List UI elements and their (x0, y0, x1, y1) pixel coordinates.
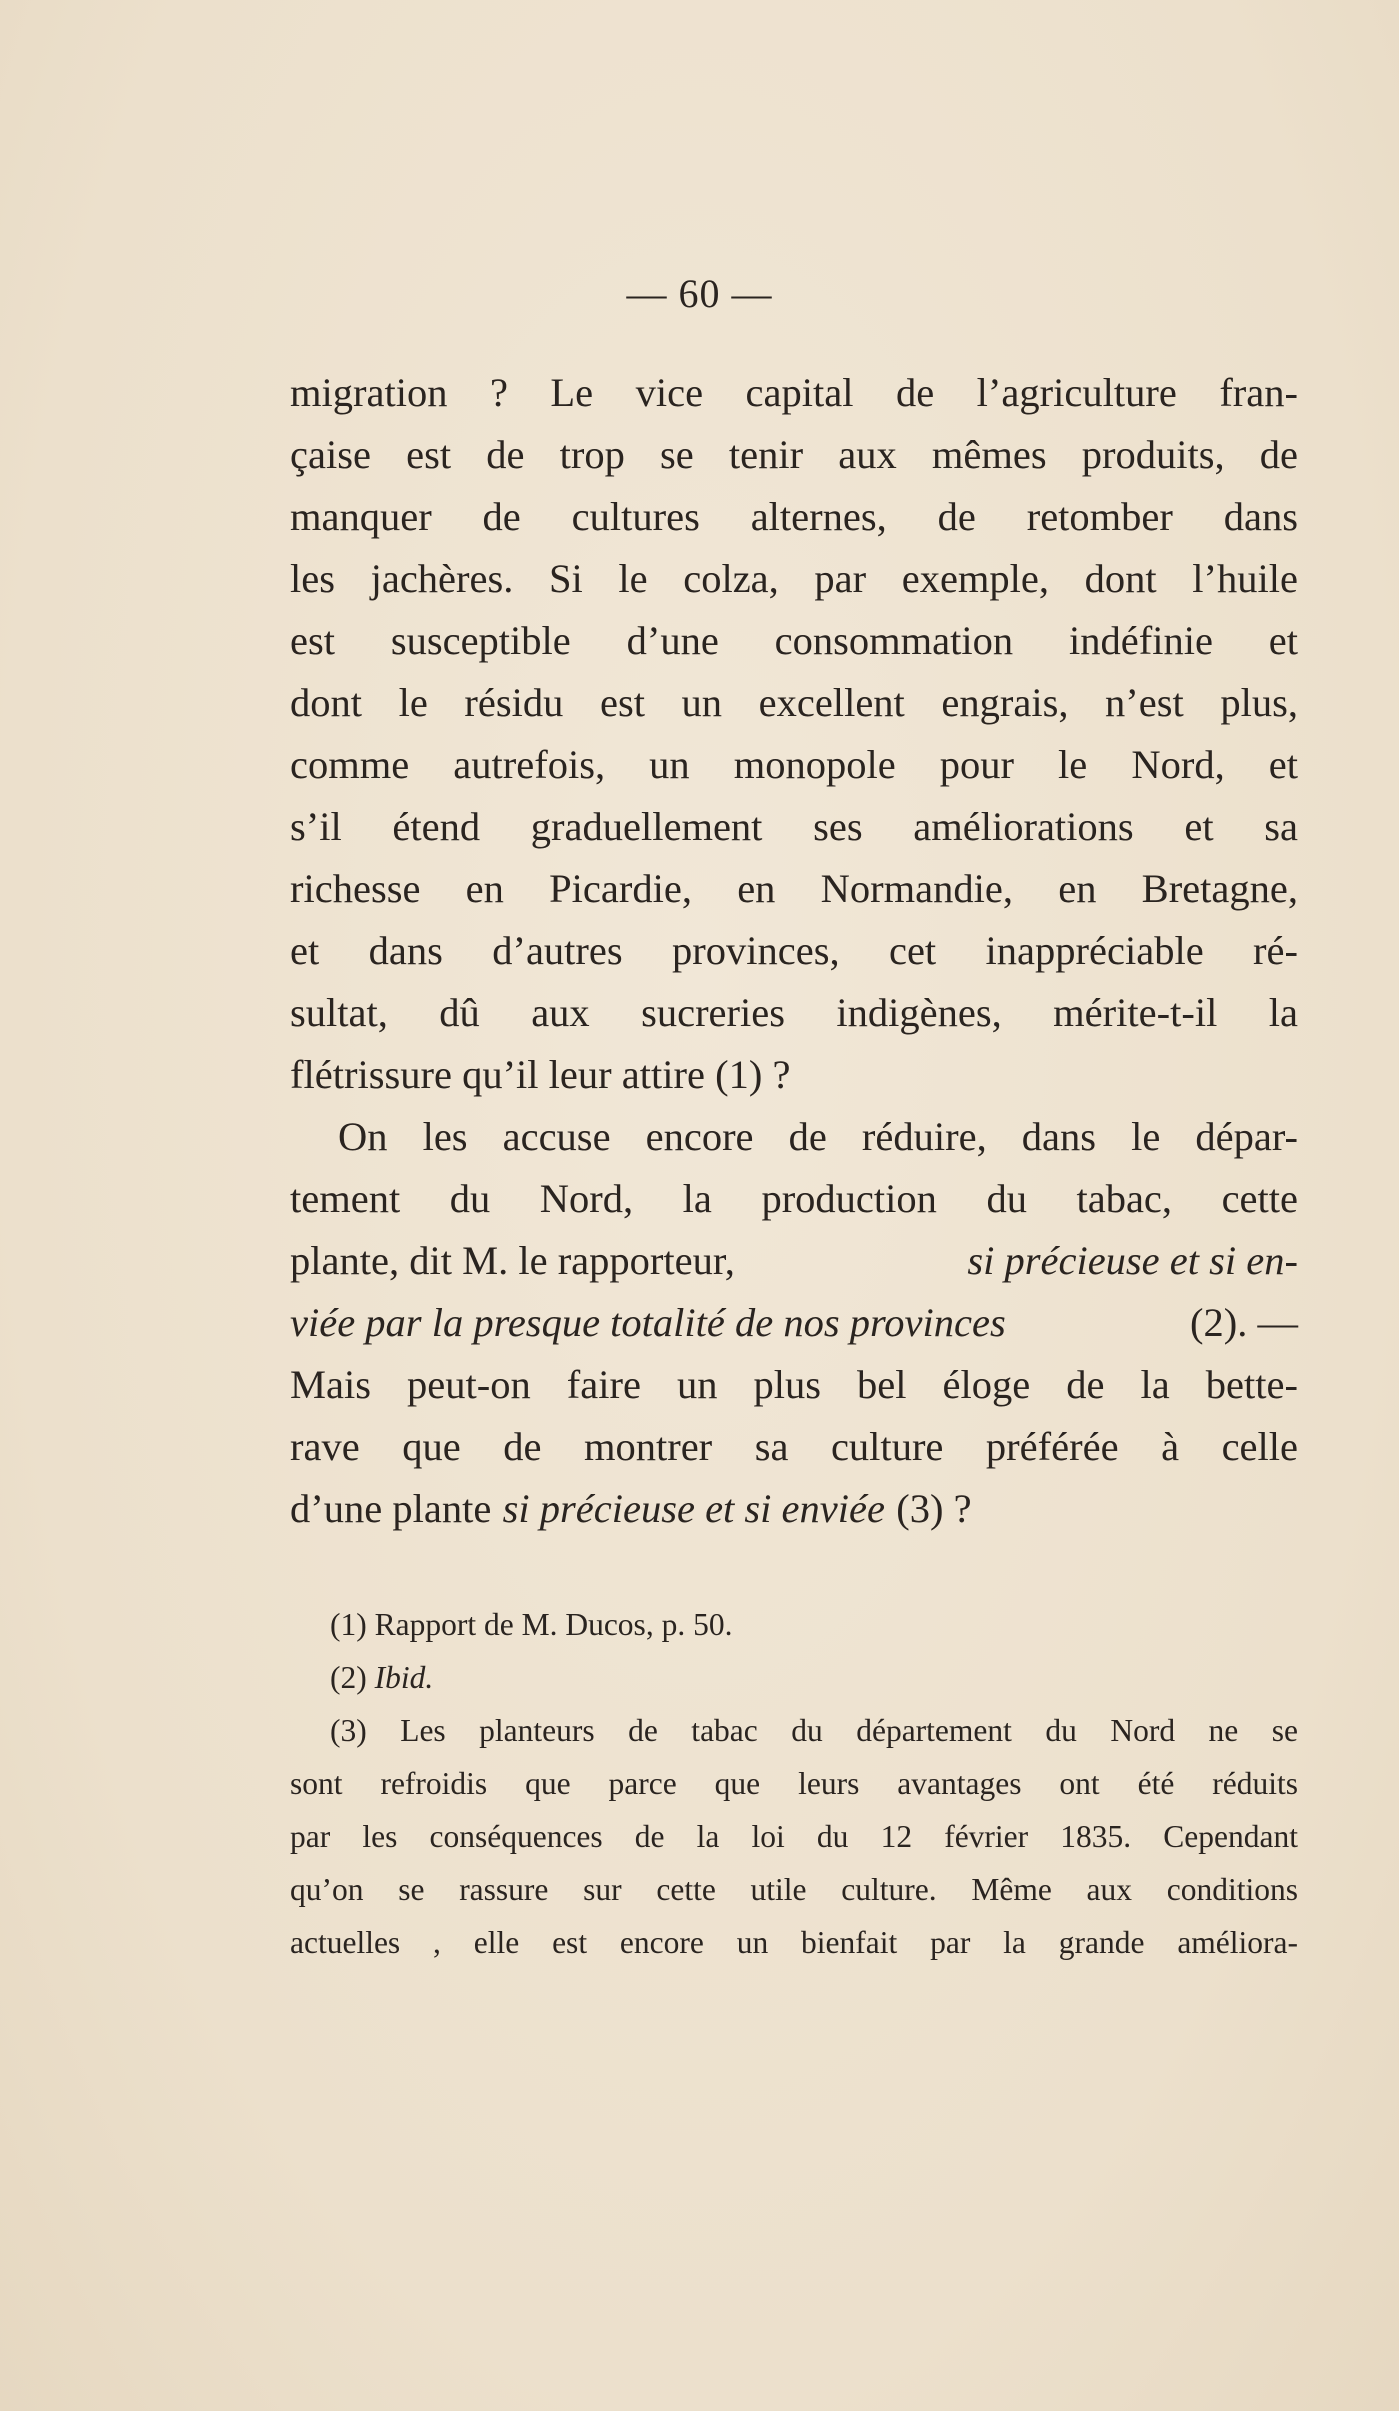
line-text: plante, dit M. le rapporteur, (290, 1238, 735, 1283)
line-text: Mais peut-on faire un plus bel éloge de la bette- (290, 1362, 1298, 1407)
footnote-text: sont refroidis que parce que leurs avantages ont été réduits (290, 1766, 1298, 1801)
line-text: çaise est de trop se tenir aux mêmes produits, de (290, 432, 1298, 477)
text-line (290, 1106, 1298, 1168)
line-text: On les accuse encore de réduire, dans le dépar- (338, 1114, 1298, 1159)
text-line (290, 548, 1298, 610)
text-line (290, 920, 1298, 982)
italic-text: viée par la presque totalité de nos provinces (290, 1300, 1006, 1345)
text-line (290, 610, 1298, 672)
page-number: — 60 — (626, 271, 773, 316)
footnote-3-line (290, 1757, 1298, 1810)
text-line (290, 1044, 1298, 1106)
line-text: (3) ? (896, 1486, 972, 1531)
footnote-3-line (290, 1810, 1298, 1863)
line-text: d’une plante (290, 1486, 492, 1531)
text-line (290, 486, 1298, 548)
line-text: (2). — (1190, 1300, 1298, 1345)
line-text: tement du Nord, la production du tabac, cette (290, 1176, 1298, 1221)
line-text: comme autrefois, un monopole pour le Nord, et (290, 742, 1298, 787)
text-line (290, 858, 1298, 920)
line-text: s’il étend graduellement ses améliorations et sa (290, 804, 1298, 849)
footnote-italic: Ibid. (374, 1660, 434, 1695)
footnote-text: qu’on se rassure sur cette utile culture. Même aux conditions (290, 1872, 1298, 1907)
line-text: richesse en Picardie, en Normandie, en Bretagne, (290, 866, 1298, 911)
footnote-2 (290, 1651, 1298, 1704)
footnote-text: par les conséquences de la loi du 12 février 1835. Cependant (290, 1819, 1298, 1854)
text-line (290, 672, 1298, 734)
italic-text: si précieuse et si enviée (502, 1486, 885, 1531)
footnote-text: (2) (330, 1660, 367, 1695)
footnote-1 (290, 1598, 1298, 1651)
text-line (290, 424, 1298, 486)
main-text (290, 362, 1298, 1540)
text-line (290, 1478, 1298, 1540)
line-text: migration ? Le vice capital de l’agriculture fran- (290, 370, 1298, 415)
line-text: rave que de montrer sa culture préférée à celle (290, 1424, 1298, 1469)
footnote-text: actuelles , elle est encore un bienfait par la grande améliora- (290, 1925, 1298, 1960)
italic-text: si précieuse et si en- (967, 1238, 1298, 1283)
line-text: dont le résidu est un excellent engrais, n’est plus, (290, 680, 1298, 725)
footnote-text: (1) Rapport de M. Ducos, p. 50. (330, 1607, 733, 1642)
footnote-text: (3) Les planteurs de tabac du département du Nord ne se (330, 1713, 1298, 1748)
text-line (290, 982, 1298, 1044)
footnote-3-line (290, 1916, 1298, 1969)
text-line (290, 1354, 1298, 1416)
line-text: les jachères. Si le colza, par exemple, dont l’huile (290, 556, 1298, 601)
text-line (290, 796, 1298, 858)
text-line (290, 1230, 1298, 1292)
footnotes (290, 1598, 1298, 1969)
text-line (290, 1292, 1298, 1354)
text-line (290, 734, 1298, 796)
line-text: sultat, dû aux sucreries indigènes, mérite-t-il la (290, 990, 1298, 1035)
text-line (290, 362, 1298, 424)
line-text: manquer de cultures alternes, de retomber dans (290, 494, 1298, 539)
line-text: flétrissure qu’il leur attire (1) ? (290, 1052, 791, 1097)
footnote-3-line (290, 1704, 1298, 1757)
line-text: est susceptible d’une consommation indéfinie et (290, 618, 1298, 663)
text-line (290, 1168, 1298, 1230)
text-line (290, 1416, 1298, 1478)
line-text: et dans d’autres provinces, cet inappréciable ré- (290, 928, 1298, 973)
footnote-3-line (290, 1863, 1298, 1916)
